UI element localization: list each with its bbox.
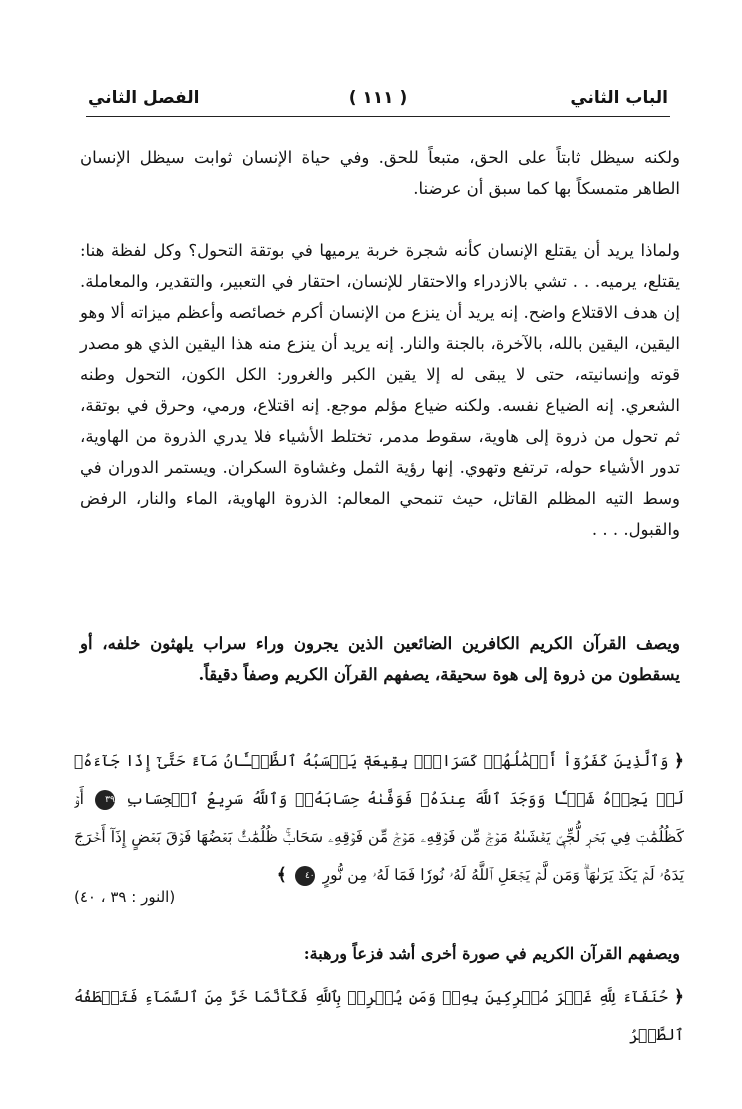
chapter-title: الباب الثاني: [570, 88, 668, 108]
quran-quote-2: [74, 978, 684, 1054]
quran-open-bracket-2: ﴿: [674, 987, 684, 1007]
quran-close-bracket: ﴾: [276, 865, 287, 885]
quran-verse-40: أَوۡ كَظُلُمَٰتٖ فِي بَحۡرٖ لُّجِّيّٖ يَغۡشَىٰهُ مَوۡجٞ مِّن فَوۡقِهِۦ مَوۡجٞ مِّن فَوۡقِهِۦ سَحَابٞۚ ظُلُمَٰتُۢ بَعۡضُهَا فَوۡقَ بَعۡضٍ إِذَآ أَخۡرَجَ يَدَهُۥ لَمۡ يَكَدۡ يَرَىٰهَاۗ وَمَن لَّمۡ يَجۡعَلِ ٱللَّهُ لَهُۥ نُورٗا فَمَا لَهُۥ مِن نُّورٍ: [74, 790, 684, 884]
quran-reference: (النور : ٣٩ ، ٤٠): [74, 884, 254, 910]
quran-verse-hajj: حُنَفَآءَ لِلَّهِ غَيۡرَ مُشۡرِكِينَ بِهِۦۚ وَمَن يُشۡرِكۡ بِٱللَّهِ فَكَأَنَّمَا خَرَّ مِنَ ٱلسَّمَآءِ فَتَخۡطَفُهُ ٱلطَّيۡرُ: [74, 988, 684, 1044]
paragraph-2: ولماذا يريد أن يقتلع الإنسان كأنه شجرة خربة يرميها في بوتقة التحول؟ وكل لفظة هنا: يقتلع، يرميه. . . تشي بالازدراء والاحتقار للإنسان، احتقار في التعبير، والتقدير، والمعاملة. إن هدف الاقتلاع واضح. إنه يريد أن ينزع من الإنسان أكرم خصائصه وأعظم ميزاته ألا وهو اليقين، اليقين بالله، بالآخرة، بالجنة والنار. إنه يريد أن ينزع منه هذا اليقين الذي هو مصدر قوته وإنسانيته، حتى لا يبقى له إلا يقين الكبر والغرور: الكل الكون، التحول وطنه الشعري. إنه الضياع نفسه. ولكنه ضياع مؤلم موجع. إنه اقتلاع، ورمي، وحرق في بوتقة، ثم تحول من ذروة إلى هاوية، سقوط مدمر، تختلط الأشياء فلا يدري الذروة من الهاوية، تدور الأشياء حوله، ترتفع وتهوي. إنها رؤية الثمل وغشاوة السكران. ويستمر الدوران في وسط التيه المظلم القاتل، حيث تنمحي المعالم: الذروة الهاوية، الماء والنار، الرفض والقبول. . . .: [80, 241, 680, 539]
page-number: ( ١١١ ): [348, 88, 408, 108]
ayah-number-39: ٣٩: [95, 790, 115, 810]
paragraph-1: ولكنه سيظل ثابتاً على الحق، متبعاً للحق. وفي حياة الإنسان ثوابت سيظل الإنسان الطاهر متمسكاً بها كما سبق أن عرضنا.: [80, 148, 680, 198]
quran-verse-39: وَٱلَّذِينَ كَفَرُوٓاْ أَعۡمَٰلُهُمۡ كَسَرَابِۭ بِقِيعَةٖ يَحۡسَبُهُ ٱلظَّمۡـَٔانُ مَآءً حَتَّىٰٓ إِذَا جَآءَهُۥ لَمۡ يَجِدۡهُ شَيۡـٔٗا وَوَجَدَ ٱللَّهَ عِندَهُۥ فَوَفَّىٰهُ حِسَابَهُۥۗ وَٱللَّهُ سَرِيعُ ٱلۡحِسَابِ: [74, 752, 684, 808]
paragraph-3: ويصف القرآن الكريم الكافرين الضائعين الذين يجرون وراء سراب يلهثون خلفه، أو يسقطون من ذروة إلى هوة سحيقة، يصفهم القرآن الكريم وصفاً دقيقاً.: [80, 634, 680, 684]
paragraph-4: ويصفهم القرآن الكريم في صورة أخرى أشد فزعاً ورهبة:: [303, 944, 680, 963]
quran-open-bracket: ﴿: [674, 751, 684, 771]
header-rule: [86, 116, 670, 117]
running-header: [88, 86, 668, 114]
section-title: الفصل الثاني: [88, 88, 200, 108]
quran-quote-1: [74, 742, 684, 894]
ayah-number-40: ٤٠: [295, 866, 315, 886]
